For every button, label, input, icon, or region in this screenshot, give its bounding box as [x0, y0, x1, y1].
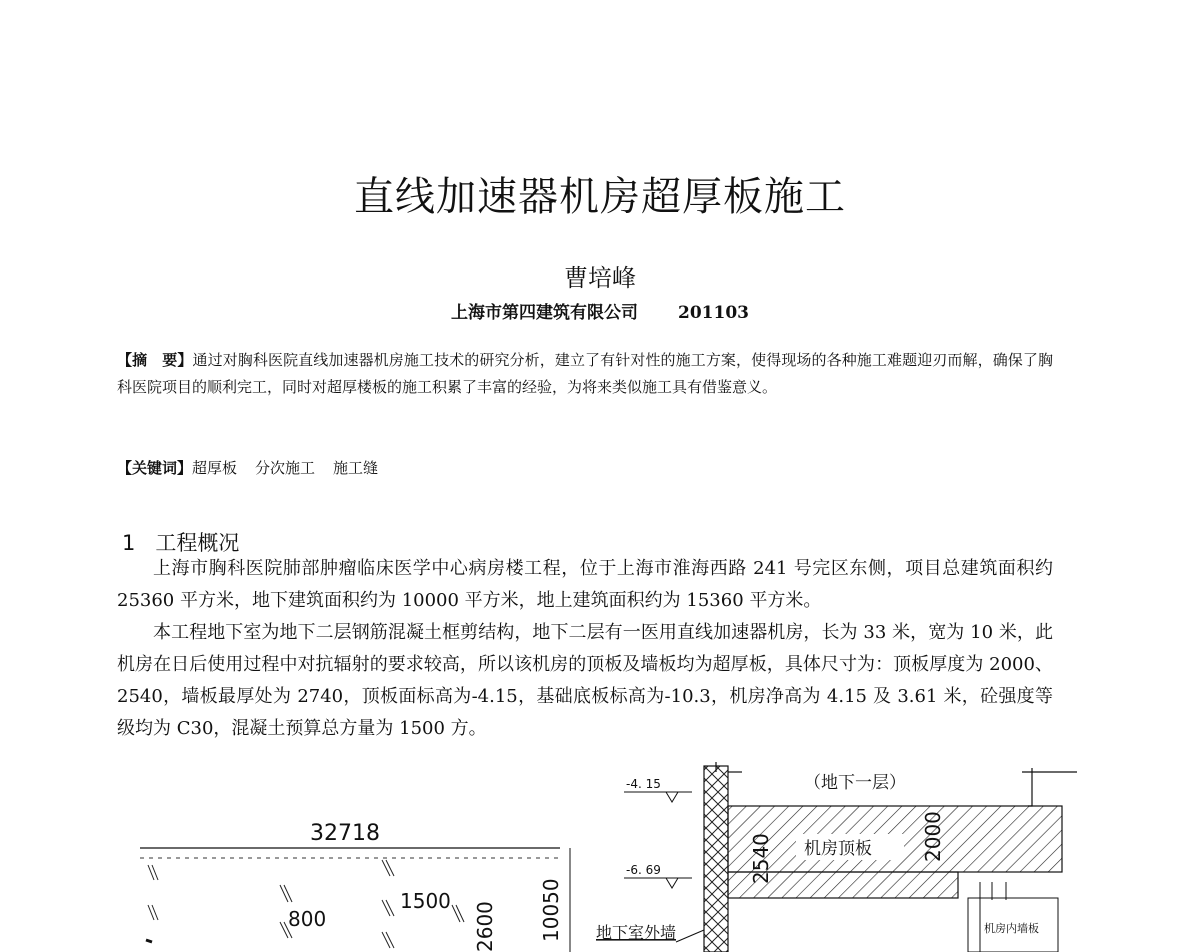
abstract	[117, 347, 1053, 401]
outer-wall-label: 地下室外墙	[596, 923, 677, 942]
dim-800-label: 800	[288, 907, 327, 931]
elevation-marker	[666, 792, 678, 802]
abstract-text: 通过对胸科医院直线加速器机房施工技术的研究分析，建立了有针对性的施工方案，使得现场的各种施工难题迎刃而解，确保了胸科医院项目的顺利完工，同时对超厚楼板的施工积累了丰富的经验，为将来类似施工具有借鉴意义。	[117, 351, 1053, 396]
section-number: 1	[122, 531, 136, 555]
floor-label: （地下一层）	[804, 773, 906, 793]
elevation-label-1: -4. 15	[626, 777, 661, 791]
elevation-label-2: -6. 69	[626, 863, 661, 877]
inner-wall-label: 机房内墙板	[984, 922, 1039, 935]
abstract-label: 【摘 要】	[117, 351, 193, 369]
elevation-marker	[666, 878, 678, 888]
postal-code: 201103	[678, 303, 749, 323]
paper-title: 直线加速器机房超厚板施工	[354, 174, 846, 220]
roof-slab-label: 机房顶板	[804, 839, 872, 859]
dim-2540-label: 2540	[749, 833, 773, 884]
dim-10050-label: 10050	[539, 878, 563, 942]
keyword: 分次施工	[255, 459, 316, 477]
right-column	[1028, 768, 1032, 806]
section-title: 工程概况	[155, 531, 240, 555]
dim-2000-label: 2000	[921, 811, 945, 862]
dim-2600-label: 2600	[473, 901, 497, 952]
paragraph-2: 本工程地下室为地下二层钢筋混凝土框剪结构，地下二层有一医用直线加速器机房，长为 33 米，宽为 10 米，此机房在日后使用过程中对抗辐射的要求较高，所以该机房的顶板及墙板均为超厚板，具体尺寸为：顶板厚度为 2000、2540，墙板最厚处为 2740，顶板面标高为-4.15，基础底板标高为-10.3，机房净高为 4.15 及 3.61 米，砼强度等级均为 C30，混凝土预算总方量为 1500 方。	[117, 622, 1053, 739]
outer-wall	[704, 766, 728, 952]
keyword: 施工缝	[333, 459, 379, 477]
section-drawing	[592, 762, 1082, 952]
affiliation-org: 上海市第四建筑有限公司	[451, 303, 638, 323]
author-name: 曹培峰	[564, 264, 636, 292]
keywords-label: 【关键词】	[117, 459, 193, 477]
keywords	[117, 457, 396, 478]
keyword: 超厚板	[192, 459, 238, 477]
dim-1500-label: 1500	[400, 889, 451, 913]
paragraph-1: 上海市胸科医院肺部肿瘤临床医学中心病房楼工程，位于上海市淮海西路 241 号完区东侧，项目总建筑面积约 25360 平方米，地下建筑面积约为 10000 平方米，地上建筑面积约为 15360 平方米。	[117, 558, 1053, 611]
mark	[146, 940, 152, 942]
plan-drawing	[130, 810, 580, 952]
affiliation	[0, 298, 1200, 323]
dim-total-label: 32718	[310, 821, 380, 846]
